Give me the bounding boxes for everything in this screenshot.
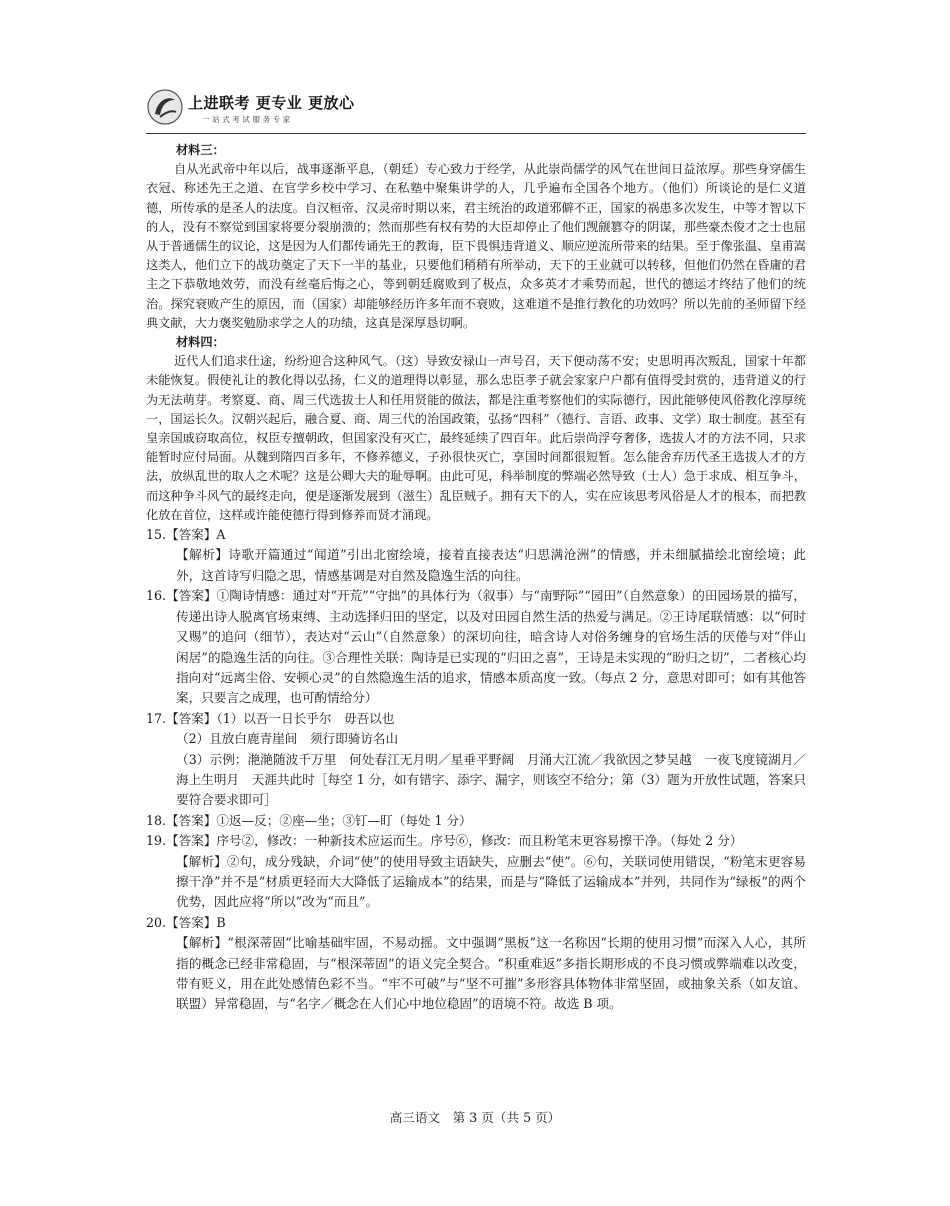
answer-line: 【解析】②句，成分残缺，介词“使”的使用导致主语缺失，应删去“使”。⑥句，关联词使用错误，“粉笔末更容易擦干净”并不是“材质更轻而大大降低了运输成本”的结果，而是与“降低了运输成本”并列，共同作为“绿板”的两个优势，因此应将“所以”改为“而且”。 <box>176 853 806 910</box>
answer-line: 15.【答案】A <box>146 527 226 543</box>
answer-list <box>146 525 806 1015</box>
material3-text: 自从光武帝中年以后，战事逐渐平息，（朝廷）专心致力于经学，从此崇尚儒学的风气在世间日益浓厚。那些身穿儒生衣冠、称述先王之道、在官学乡校中学习、在私塾中聚集讲学的人，几乎遍布全国各个地方。（他们）所谈论的是仁义道德，所传承的是圣人的法度。自汉桓帝、汉灵帝时期以来，君主统治的政道邪僻不正，国家的祸患多次发生，中等才智以下的人，没有不察觉到国家将要分裂崩溃的；然而那些有权有势的大臣却停止了他们觊觎篡夺的阴谋，那些豪杰俊才之士也屈从于普通儒生的议论，这是因为人们都传诵先王的教诲，臣下畏惧违背道义、顺应逆流所带来的结果。至于像张温、皇甫嵩这类人，他们立下的战功奠定了天下一半的基业，只要他们稍稍有所举动，天下的王业就可以转移，但他们仍然在昏庸的君主之下恭敬地效劳，而没有丝毫后悔之心，等到朝廷腐败到了极点，众多英才才乘势而起，世代的德运才终结了他们的统治。探究衰败产生的原因，而（国家）却能够经历许多年而不衰败，这难道不是推行教化的功效吗？所以先前的圣师留下经典文献，大力褒奖勉励求学之人的功绩，这真是深厚恳切啊。 <box>146 162 806 330</box>
brand-name: 上进联考 更专业 更放心 <box>188 94 355 112</box>
page-footer: 高三语文 第 3 页（共 5 页） <box>389 1110 561 1125</box>
answer-line: （3）示例：滟滟随波千万里 何处春江无月明／星垂平野阔 月涌大江流／我欲因之梦吴越 一夜飞度镜湖月／海上生明月 天涯共此时［每空 1 分，如有错字、添字、漏字，则该空不给分；第（3）题为开放性试题，答案只要符合要求即可］ <box>176 751 806 808</box>
answer-line: 17.【答案】（1）以吾一日长乎尔 毋吾以也 <box>146 710 395 726</box>
answer-line: 20.【答案】B <box>146 914 226 930</box>
answer-line: 16.【答案】①陶诗情感：通过对“开荒”“守拙”的具体行为（叙事）与“南野际”“园田”（自然意象）的田园场景的描写，传递出诗人脱离官场束缚、主动选择归田的坚定，以及对田园自然生活的热爱与满足。②王诗尾联情感：以“何时又赐”的追问（细节），表达对“云山”（自然意象）的深切向往，暗含诗人对俗务缠身的官场生活的厌倦与对“伴山闲居”的隐逸生活的向往。③合理性关联：陶诗是已实现的“归田之喜”，王诗是未实现的“盼归之切”，二者核心均指向对“远离尘俗、安顿心灵”的自然隐逸生活的追求，情感本质高度一致。（每点 2 分，意思对即可；如有其他答案，只要言之成理，也可酌情给分） <box>146 588 806 706</box>
material4-text: 近代人们追求仕途，纷纷迎合这种风气。（这）导致安禄山一声号召，天下便动荡不安；史思明再次叛乱，国家十年都未能恢复。假使礼让的教化得以弘扬，仁义的道理得以彰显，那么忠臣孝子就会家家户户都有值得受封赏的，违背道义的行为无法萌芽。考察夏、商、周三代选拔士人和任用贤能的做法，都是注重考察他们的实际德行，因此能够使风俗教化淳厚统一，国运长久。汉朝兴起后，融合夏、商、周三代的治国政策，弘扬“四科”（德行、言语、政事、文学）取士制度。甚至有皇亲国戚窃取高位，权臣专擅朝政，但国家没有灭亡，最终延续了四百年。此后崇尚浮夸奢侈，选拔人才的方法不同，只求能暂时应付局面。从魏到隋四百多年，不修养德义，子孙很快灭亡，享国时间都很短暂。怎么能舍弃历代圣王选拔人才的方法，放纵乱世的取人之术呢？这是公卿大夫的耻辱啊。由此可见，科举制度的弊端必然导致（士人）急于求成、相互争斗，而这种争斗风气的最终走向，便是逐渐发展到（滋生）乱臣贼子。拥有天下的人，实在应该思考风俗是人才的根本，而把教化放在首位，这样或许能使德行得到修养而贤才涌现。 <box>146 354 806 522</box>
header <box>146 88 806 132</box>
answer-line: 【解析】诗歌开篇通过“闻道”引出北窗绘境，接着直接表达“归思满沧洲”的情感，并未细腻描绘北窗绘境；此外，这首诗写归隐之思，情感基调是对自然及隐逸生活的向往。 <box>176 547 806 583</box>
header-divider <box>146 133 806 134</box>
page-content <box>146 141 806 1015</box>
answer-line: 【解析】“根深蒂固”比喻基础牢固，不易动摇。文中强调“黑板”这一名称因“长期的使用习惯”而深入人心，其所指的概念已经非常稳固，与“根深蒂固”的语义完全契合。“积重难返”多指长期形成的不良习惯或弊端难以改变，带有贬义，用在此处感情色彩不当。“牢不可破”与“坚不可摧”多形容具体物体非常坚固，或抽象关系（如友谊、联盟）异常稳固，与“名字／概念在人们心中地位稳固”的语境不符。故选 B 项。 <box>176 935 806 1012</box>
answer-line: 19.【答案】序号②，修改：一种新技术应运而生。序号⑥，修改：而且粉笔末更容易擦干净。（每处 2 分） <box>146 833 743 849</box>
brand-slogan: 一站式考试服务专家 <box>202 115 293 124</box>
answer-line: 18.【答案】①返—反；②座—坐；③钉—盯（每处 1 分） <box>146 812 472 828</box>
material4-title: 材料四： <box>176 335 225 350</box>
answer-line: （2）且放白鹿青崖间 须行即骑访名山 <box>176 731 399 747</box>
logo-icon <box>146 88 184 126</box>
material3-title: 材料三： <box>176 143 225 157</box>
